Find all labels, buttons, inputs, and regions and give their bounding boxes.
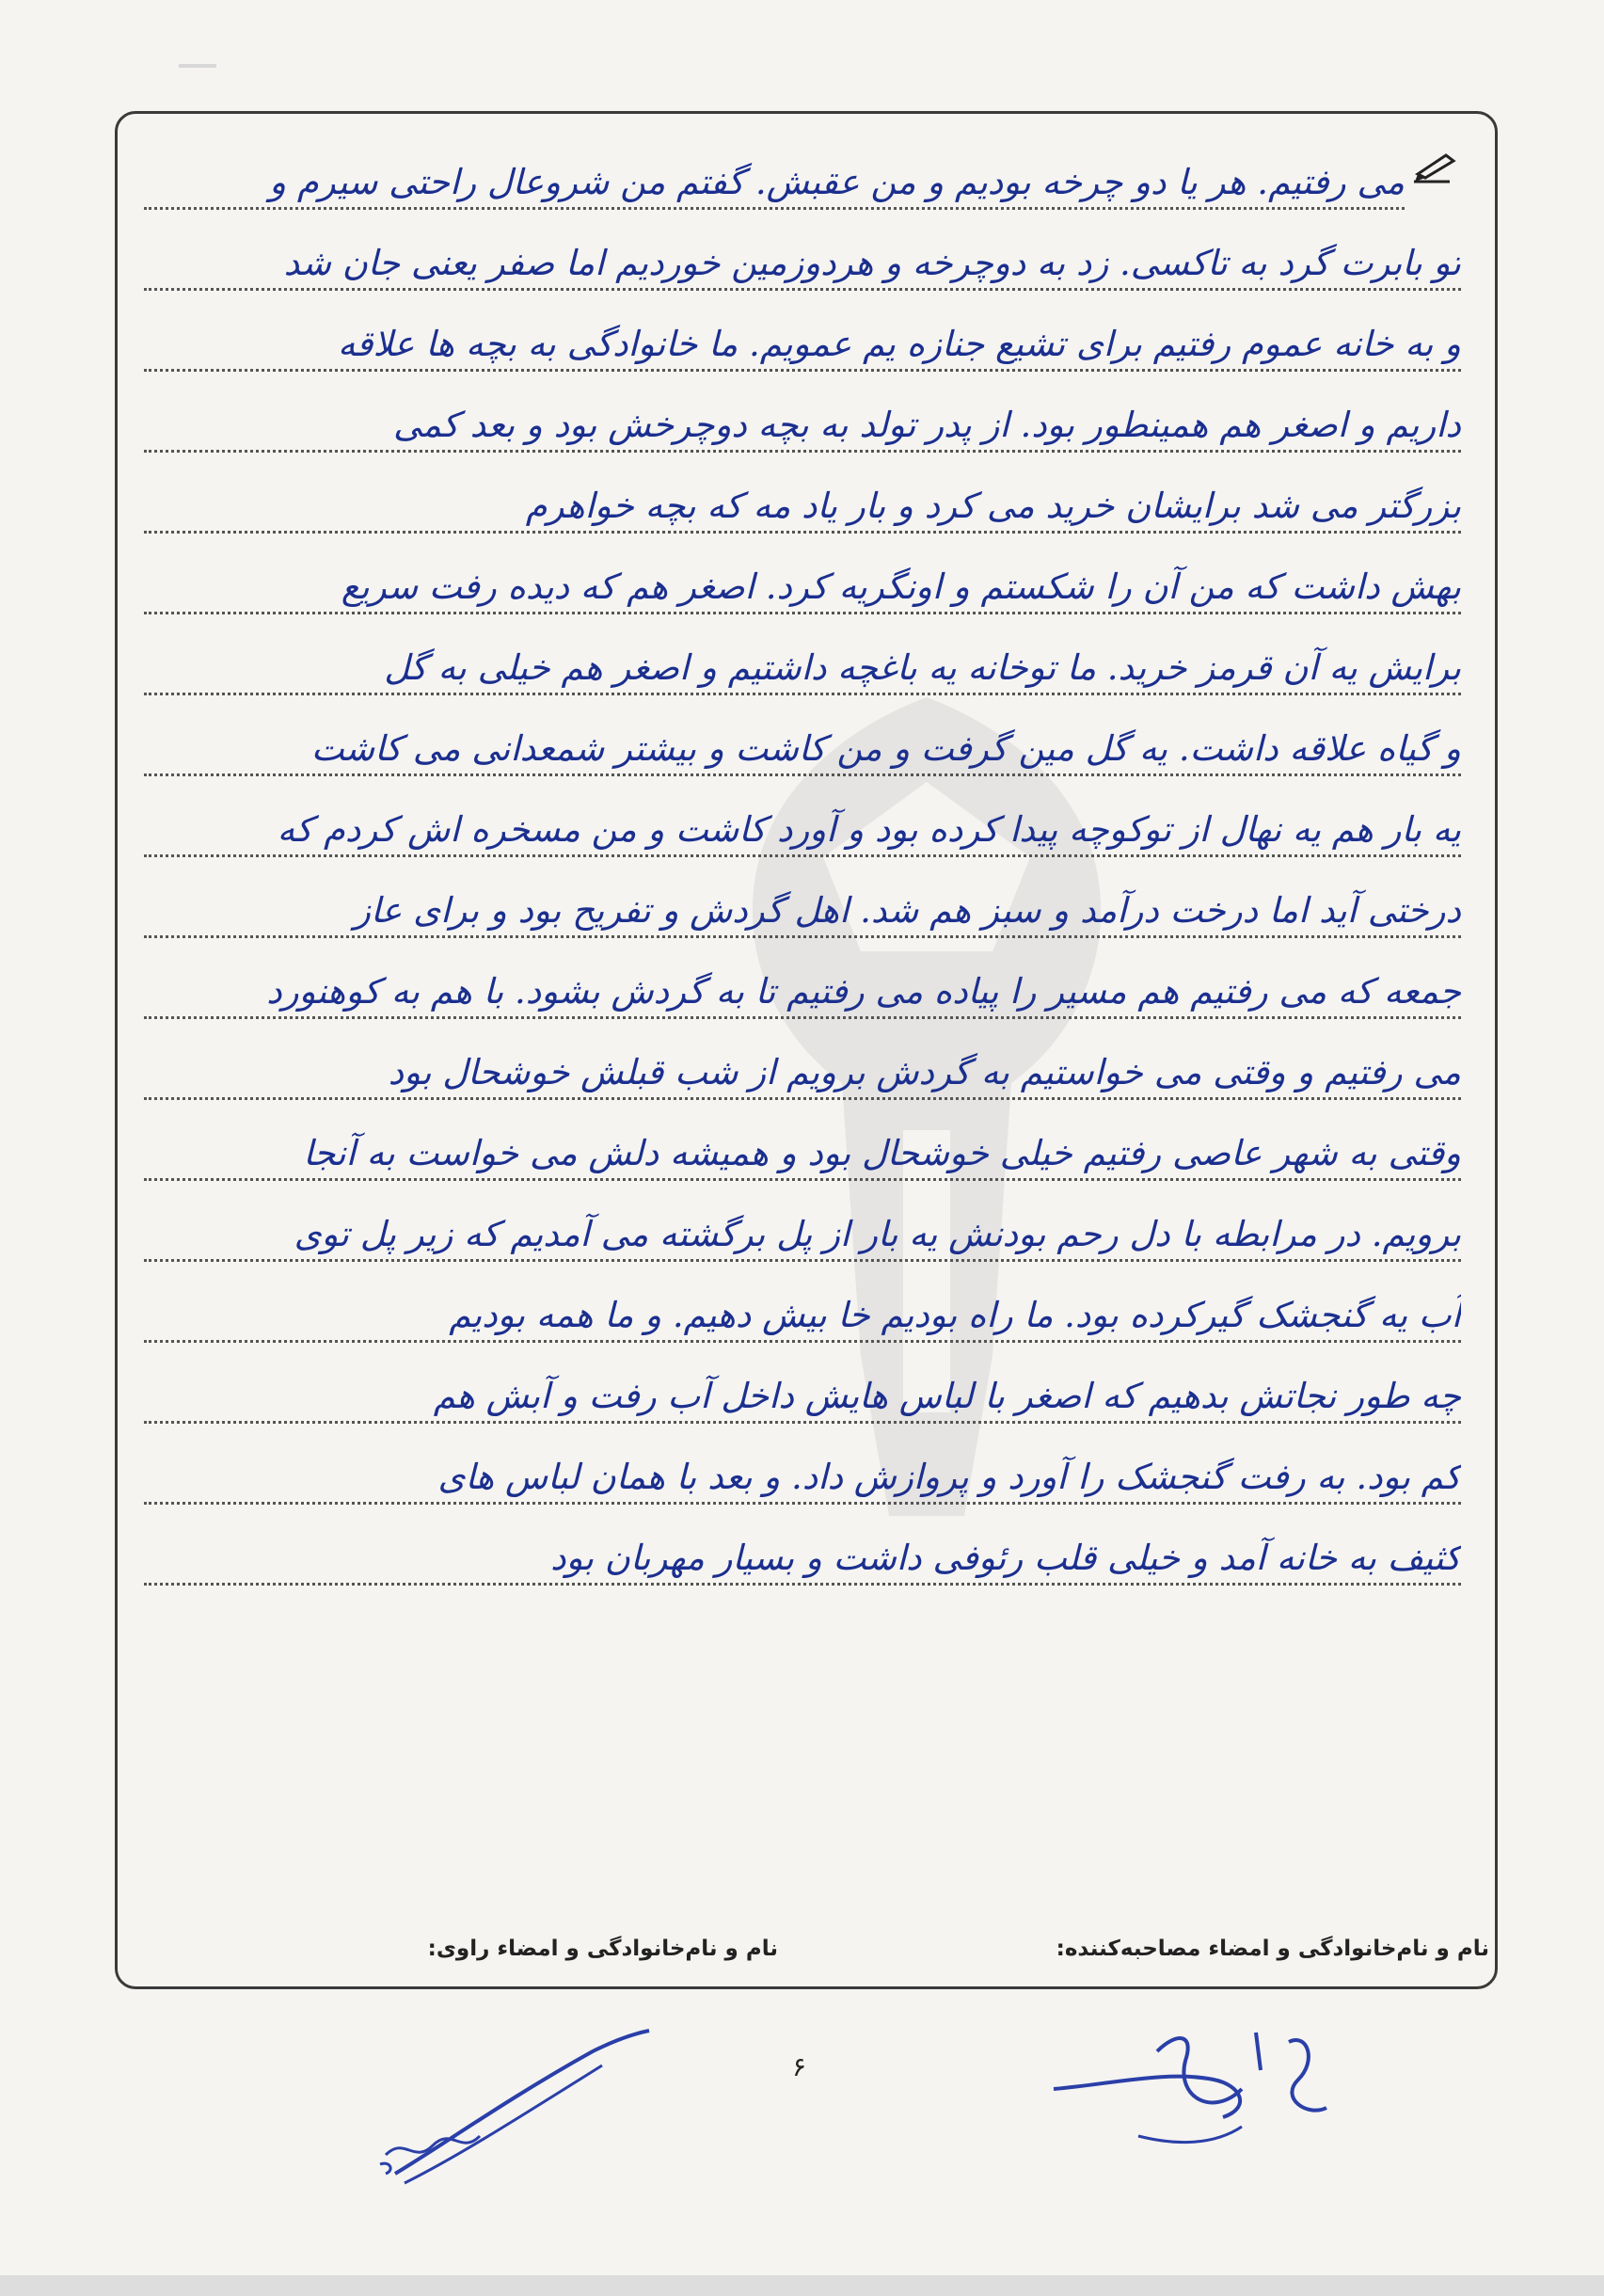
dotted-rule (144, 1097, 1461, 1100)
line-text: بزرگتر می شد برایشان خرید می کرد و بار یاد مه که بچه خواهرم (525, 486, 1461, 526)
dotted-rule (144, 288, 1461, 291)
dotted-rule (144, 1340, 1461, 1343)
line-text: چه طور نجاتش بدهیم که اصغر با لباس هایش داخل آب رفت و آبش هم (433, 1376, 1461, 1416)
handwritten-line (144, 1185, 1461, 1269)
line-text: داریم و اصغر هم همینطور بود. از پدر تولد به بچه دوچرخش بود و بعد کمی (393, 405, 1461, 445)
dotted-rule (144, 935, 1461, 938)
content-frame (115, 111, 1498, 1989)
line-text: برویم. در مرابطه با دل رحم بودنش یه بار از پل برگشته می آمدیم که زیر پل توی (294, 1214, 1461, 1254)
line-text: وقتی به شهر عاصی رفتیم خیلی خوشحال بود و همیشه دلش می خواست به آنجا (303, 1133, 1461, 1173)
line-text: و گیاه علاقه داشت. یه گل مین گرفت و من کاشت و بیشتر شمعدانی می کاشت (310, 728, 1461, 769)
handwritten-line (144, 375, 1461, 460)
line-text: تو بابرت گرد به تاکسی. زد به دوچرخه و هردوزمین خوردیم اما صفر یعنی جان شد (283, 243, 1461, 283)
handwritten-line (144, 861, 1461, 946)
line-text: می رفتیم و وقتی می خواستیم به گردش برویم از شب قبلش خوشحال بود (388, 1052, 1461, 1092)
dotted-rule (144, 207, 1405, 210)
line-text: کم بود. به رفت گنجشک را آورد و پروازش داد. و بعد با همان لباس های (437, 1457, 1461, 1497)
dotted-rule (144, 531, 1461, 534)
line-text: یه بار هم یه نهال از توکوچه پیدا کرده بود و آورد کاشت و من مسخره اش کردم که (277, 809, 1461, 850)
dotted-rule (144, 1421, 1461, 1424)
handwritten-line (144, 1508, 1461, 1593)
narrator-label: نام و نام‌خانوادگی و امضاء راوی: (427, 1937, 778, 1961)
dotted-rule (144, 1502, 1461, 1505)
page-number: ۶ (792, 2051, 807, 2082)
line-text: جمعه که می رفتیم هم مسیر را پیاده می رفتیم تا به گردش بشود. با هم به کوهنورد (266, 971, 1461, 1012)
narrator-signature (367, 2023, 677, 2202)
handwritten-line (144, 780, 1461, 865)
pen-writing-icon (1412, 146, 1459, 183)
handwritten-line (144, 1347, 1461, 1431)
dotted-rule (144, 773, 1461, 776)
line-text: کثیف به خانه آمد و خیلی قلب رئوفی داشت و بسیار مهربان بود (550, 1538, 1461, 1578)
handwritten-line (144, 537, 1461, 622)
interviewer-signature (1025, 2014, 1336, 2174)
handwritten-line (144, 699, 1461, 784)
scan-edge (0, 2275, 1604, 2296)
handwritten-line (144, 295, 1461, 379)
line-text: بهش داشت که من آن را شکستم و اونگریه کرد. اصغر هم که دیده رفت سریع (341, 566, 1461, 607)
handwritten-line (144, 1427, 1461, 1512)
handwritten-line (144, 942, 1461, 1027)
handwritten-line (144, 133, 1405, 217)
scan-mark (179, 64, 216, 68)
line-text: درختی آید اما درخت درآمد و سبز هم شد. اهل گردش و تفریح بود و برای عاز (354, 890, 1461, 931)
interviewer-label: نام و نام‌خانوادگی و امضاء مصاحبه‌کننده: (1056, 1937, 1489, 1961)
dotted-rule (144, 612, 1461, 614)
handwritten-line (144, 1266, 1461, 1350)
dotted-rule (144, 1016, 1461, 1019)
dotted-rule (144, 854, 1461, 857)
line-text: و به خانه عموم رفتیم برای تشیع جنازه یم عمویم. ما خانوادگی به بچه ها علاقه (337, 324, 1461, 364)
handwritten-line (144, 618, 1461, 703)
handwritten-line (144, 456, 1461, 541)
line-text: برایش یه آن قرمز خرید. ما توخانه یه باغچه داشتیم و اصغر هم خیلی به گل (384, 647, 1461, 688)
line-text: می رفتیم. هر یا دو چرخه بودیم و من عقبش. گفتم من شروعال راحتی سیرم و (269, 162, 1405, 202)
dotted-rule (144, 1583, 1461, 1586)
dotted-rule (144, 1259, 1461, 1262)
handwritten-line (144, 1023, 1461, 1108)
handwritten-line (144, 214, 1461, 298)
dotted-rule (144, 450, 1461, 453)
line-text: آب یه گنجشک گیرکرده بود. ما راه بودیم خا بیش دهیم. و ما همه بودیم (449, 1295, 1461, 1335)
dotted-rule (144, 1178, 1461, 1181)
dotted-rule (144, 693, 1461, 695)
handwritten-line (144, 1104, 1461, 1188)
dotted-rule (144, 369, 1461, 372)
